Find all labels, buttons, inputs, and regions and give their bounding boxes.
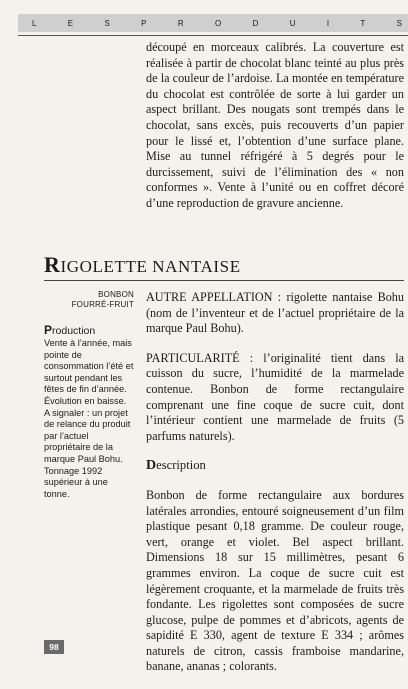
signaler-text: A signaler : un projet de relance du produit par l’actuel propriétaire de la marque Paul Bohu. Tonnage 1992 supérieur à une tonne. bbox=[44, 407, 131, 499]
section-title-initial: R bbox=[44, 252, 61, 277]
header-letter: L bbox=[32, 18, 37, 28]
running-header bbox=[18, 14, 408, 32]
header-letter: I bbox=[326, 18, 330, 28]
section-title-rest: IGOLETTE NANTAISE bbox=[60, 257, 241, 276]
page-number: 98 bbox=[44, 640, 64, 654]
running-header-text bbox=[18, 14, 408, 32]
main-column bbox=[146, 290, 404, 689]
description-heading-rest: escription bbox=[156, 458, 206, 473]
header-letter: D bbox=[252, 18, 259, 28]
production-note bbox=[44, 324, 134, 500]
header-letter: R bbox=[177, 18, 184, 28]
header-letter: O bbox=[214, 18, 222, 28]
particularite-paragraph: PARTICULARITÉ : l’originalité tient dans la cuisson du sucre, l’humidité de la marmelade contenue. Bonbon de forme rectangulaire comprenant une fine coque de sucre cuit, dont l’intérieur contient une marmelade de fruits (5 parfums naturels). bbox=[146, 350, 404, 443]
description-paragraph: Bonbon de forme rectangulaire aux bordures latérales arrondies, entouré soigneusement d’un film plastique pesant 0,18 gramme. De couleur rouge, vert, orange et violet. Bel aspect brillant. Dimensions 18 sur 15 millimètres, pesant 6 grammes environ. La coque de sucre cuit est légèrement croquante, et la marmelade de fruits très fondante. Les rigolettes sont composées de sucre glucose, pulpe de pommes et d’abricots, agents de sapidité E 330, agent de texture E 334 ; arômes naturels de citron, cassis framboise mandarine, banane, ananas ; colorants. bbox=[146, 487, 404, 674]
autre-appellation-paragraph: AUTRE APPELLATION : rigolette nantaise Bohu (nom de l’inventeur et de l’actuel propriétaire de la marque Paul Bohu). bbox=[146, 290, 404, 336]
header-rule bbox=[18, 35, 408, 36]
product-category bbox=[44, 290, 134, 310]
header-letter: P bbox=[141, 18, 147, 28]
header-letter: E bbox=[67, 18, 74, 28]
section-title-rule bbox=[44, 280, 404, 281]
header-letter: T bbox=[360, 18, 366, 28]
section-title bbox=[44, 252, 241, 278]
production-heading-initial: P bbox=[44, 323, 53, 337]
production-text: Vente à l’année, mais pointe de consommation l’été et surtout pendant les fêtes de fin d’année. Évolution en baisse. bbox=[44, 338, 134, 406]
sidebar bbox=[44, 290, 134, 500]
header-letter: U bbox=[289, 18, 296, 28]
production-heading bbox=[44, 324, 134, 338]
description-heading bbox=[146, 458, 404, 474]
header-letter: S bbox=[396, 18, 402, 28]
description-heading-initial: D bbox=[146, 458, 157, 474]
production-heading-rest: roduction bbox=[52, 325, 96, 337]
continued-paragraph: découpé en morceaux calibrés. La couverture est réalisée à partir de chocolat blanc teinté au plus près de la couleur de l’ardoise. La montée en température du chocolat est contrôlée de sorte à lui garder un aspect brillant. Des nougats sont trempés dans le chocolat, sans excès, puis recouverts d’un papier pour le lissé et, l’obtention d’une surface plane. Mise au tunnel réfrigéré à 5 degrés pour le durcissement, suivi de l’élimination des « non conformes ». Vente à l’unité ou en coffret décoré d’une reproduction de gravure ancienne. bbox=[146, 40, 404, 210]
category-line: BONBON bbox=[98, 290, 134, 299]
header-letter: S bbox=[104, 18, 110, 28]
category-line: FOURRÉ-FRUIT bbox=[71, 300, 134, 309]
